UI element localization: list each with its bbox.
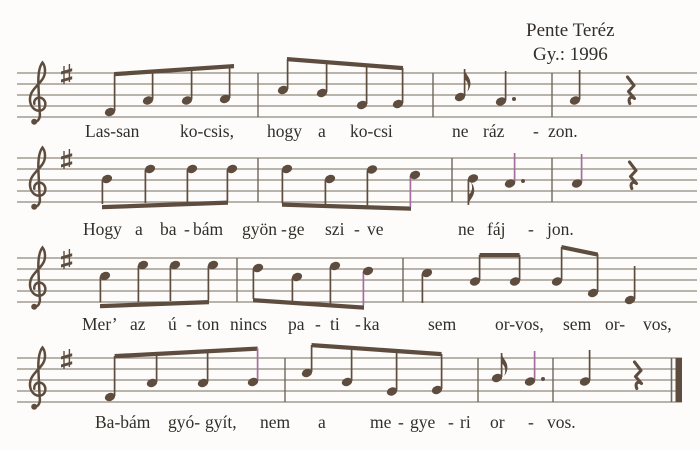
- collector-name: Pente Teréz: [526, 20, 615, 41]
- quarter-rest: [628, 77, 635, 104]
- lyric-syllable: vos,: [643, 314, 672, 334]
- lyric-syllable: a: [318, 121, 326, 141]
- lyric-syllable: Las-san: [85, 121, 140, 141]
- lyric-syllable: gyít,: [205, 412, 237, 432]
- lyric-syllable: ne: [458, 219, 475, 239]
- treble-clef-icon: [30, 63, 45, 125]
- lyric-syllable: ko-csi: [350, 121, 393, 141]
- lyric-syllable: ri: [460, 412, 471, 432]
- lyric-syllable: -: [186, 314, 192, 334]
- lyric-syllable: -: [528, 219, 534, 239]
- lyric-syllable: ve: [367, 219, 384, 239]
- lyric-syllable: ráz: [483, 121, 505, 141]
- sharp-bar: [61, 161, 72, 167]
- lyric-syllable: szi: [325, 219, 345, 239]
- augmentation-dot: [541, 377, 545, 381]
- lyric-syllable: Mer’: [82, 314, 118, 334]
- lyric-syllable: -: [448, 412, 454, 432]
- lyric-syllable: gyön: [242, 219, 277, 239]
- lyric-syllable: zon.: [548, 121, 578, 141]
- beam: [114, 64, 234, 76]
- sharp-icon: [61, 149, 72, 169]
- beam: [100, 300, 209, 308]
- treble-clef-curve: [30, 348, 45, 408]
- lyric-syllable: a: [135, 219, 143, 239]
- lyric-syllable: az: [130, 314, 146, 334]
- augmentation-dot: [512, 97, 516, 101]
- lyric-syllable: -: [315, 314, 321, 334]
- lyric-syllable: ka: [363, 314, 380, 334]
- lyric-syllable: sem: [428, 314, 457, 334]
- treble-clef-ball: [31, 404, 37, 410]
- lyric-syllable: hogy: [267, 121, 302, 141]
- lyric-syllable: -: [184, 219, 190, 239]
- lyric-syllable: Hogy: [83, 219, 122, 239]
- lyric-syllable: a: [318, 412, 326, 432]
- beam: [287, 57, 403, 70]
- lyric-syllable: ge: [288, 219, 305, 239]
- treble-clef-curve: [30, 63, 45, 123]
- lyric-syllable: jon.: [547, 219, 574, 239]
- lyric-syllable: gyó-: [168, 412, 201, 432]
- lyric-syllable: me: [370, 412, 392, 432]
- lyric-syllable: ton: [197, 314, 220, 334]
- quarter-rest: [630, 162, 637, 189]
- beam: [282, 203, 411, 211]
- sharp-icon: [61, 249, 72, 269]
- lyric-syllable: ú: [168, 314, 177, 334]
- lyric-syllable: sem: [563, 314, 592, 334]
- beam: [312, 343, 442, 356]
- lyric-syllable: or: [490, 412, 505, 432]
- treble-clef-icon: [30, 348, 45, 410]
- lyric-syllable: ti: [330, 314, 340, 334]
- beam: [253, 298, 364, 310]
- lyric-syllable: -: [281, 219, 287, 239]
- lyric-syllable: Ba-bám: [95, 412, 151, 432]
- treble-clef-ball: [31, 119, 37, 125]
- treble-clef-curve: [30, 248, 45, 308]
- treble-clef-icon: [30, 148, 45, 210]
- final-barline-thick: [676, 358, 683, 402]
- beam: [115, 347, 258, 359]
- staff-system: [17, 245, 697, 334]
- sharp-icon: [61, 349, 72, 369]
- sharp-bar: [61, 261, 72, 267]
- lyric-syllable: ne: [452, 121, 469, 141]
- lyric-syllable: -: [355, 314, 361, 334]
- beam: [562, 245, 598, 257]
- lyric-syllable: nincs: [230, 314, 267, 334]
- augmentation-dot: [521, 179, 525, 183]
- lyric-syllable: -: [528, 412, 534, 432]
- sharp-icon: [61, 64, 72, 84]
- treble-clef-curve: [30, 148, 45, 208]
- lyric-syllable: nem: [260, 412, 291, 432]
- sharp-bar: [61, 361, 72, 367]
- treble-clef-icon: [30, 248, 45, 310]
- lyric-syllable: -: [354, 219, 360, 239]
- lyric-syllable: -: [398, 412, 404, 432]
- lyric-syllable: or-vos,: [495, 314, 544, 334]
- lyric-syllable: fáj: [487, 219, 506, 239]
- staff-system: [17, 57, 697, 141]
- lyric-syllable: or-: [605, 314, 626, 334]
- beam: [480, 253, 520, 257]
- staff-system: [17, 343, 682, 432]
- eighth-flag: [502, 353, 508, 376]
- lyric-syllable: pa: [288, 314, 305, 334]
- lyric-syllable: ko-csis,: [180, 121, 234, 141]
- staff-system: [17, 148, 697, 240]
- treble-clef-ball: [31, 304, 37, 310]
- lyric-syllable: gye: [410, 412, 436, 432]
- lyric-syllable: ba: [160, 219, 177, 239]
- treble-clef-ball: [31, 204, 37, 210]
- collection-year: Gy.: 1996: [533, 44, 608, 65]
- lyric-syllable: vos.: [547, 412, 576, 432]
- quarter-rest: [635, 362, 642, 389]
- sharp-bar: [61, 76, 72, 82]
- lyric-syllable: -: [533, 121, 539, 141]
- lyric-syllable: bám: [193, 219, 224, 239]
